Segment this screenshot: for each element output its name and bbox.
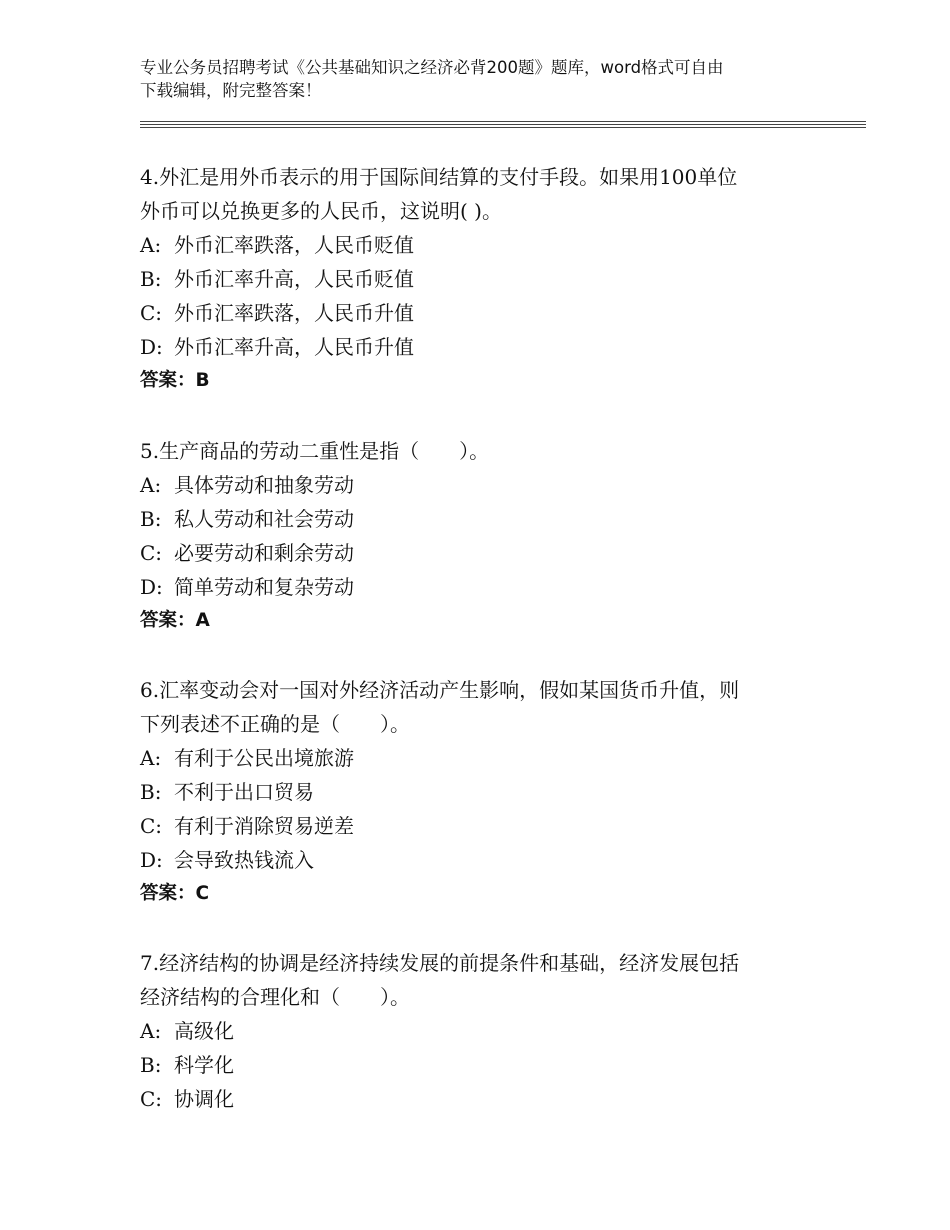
option-b — [140, 1048, 820, 1082]
option-d — [140, 843, 820, 877]
option-a — [140, 1014, 820, 1048]
option-d — [140, 570, 820, 604]
option-text: 会导致热钱流入 — [174, 848, 314, 872]
question-stem: 4.外汇是用外币表示的用于国际间结算的支付手段。如果用100单位 — [140, 165, 738, 189]
option-letter: B: — [140, 267, 162, 291]
document-header — [140, 56, 820, 102]
option-text: 高级化 — [174, 1019, 234, 1043]
option-letter: D: — [140, 848, 163, 872]
option-a — [140, 468, 820, 502]
question-stem: 下列表述不正确的是（ ）。 — [140, 712, 410, 736]
option-d — [140, 330, 820, 364]
question-stem: 7.经济结构的协调是经济持续发展的前提条件和基础，经济发展包括 — [140, 951, 740, 975]
option-letter: C: — [140, 541, 163, 565]
option-letter: A: — [140, 746, 162, 770]
header-divider — [140, 124, 866, 125]
option-text: 科学化 — [174, 1053, 234, 1077]
option-letter: B: — [140, 507, 162, 531]
option-text: 必要劳动和剩余劳动 — [174, 541, 354, 565]
option-a — [140, 741, 820, 775]
question-stem: 5.生产商品的劳动二重性是指（ ）。 — [140, 439, 490, 463]
option-c — [140, 809, 820, 843]
option-b — [140, 775, 820, 809]
option-c — [140, 296, 820, 330]
option-text: 有利于消除贸易逆差 — [174, 814, 354, 838]
option-a — [140, 228, 820, 262]
header-divider — [140, 127, 866, 128]
option-letter: B: — [140, 780, 162, 804]
header-line-2: 下载编辑，附完整答案！ — [140, 81, 322, 100]
option-letter: A: — [140, 473, 162, 497]
option-text: 协调化 — [174, 1087, 234, 1111]
option-letter: C: — [140, 1087, 163, 1111]
option-letter: D: — [140, 575, 163, 599]
answer-label: 答案：C — [140, 883, 210, 904]
question-7 — [140, 946, 820, 1116]
question-stem: 外币可以兑换更多的人民币，这说明( )。 — [140, 199, 502, 223]
option-text: 私人劳动和社会劳动 — [174, 507, 354, 531]
option-text: 不利于出口贸易 — [174, 780, 314, 804]
question-stem: 6.汇率变动会对一国对外经济活动产生影响，假如某国货币升值，则 — [140, 678, 740, 702]
option-text: 外币汇率跌落，人民币贬值 — [174, 233, 414, 257]
option-letter: C: — [140, 814, 163, 838]
question-6 — [140, 673, 820, 911]
option-letter: C: — [140, 301, 163, 325]
option-c — [140, 536, 820, 570]
answer-label: 答案：A — [140, 610, 210, 631]
header-divider — [140, 121, 866, 122]
option-letter: A: — [140, 233, 162, 257]
option-letter: A: — [140, 1019, 162, 1043]
option-b — [140, 502, 820, 536]
option-text: 外币汇率升高，人民币贬值 — [174, 267, 414, 291]
option-letter: B: — [140, 1053, 162, 1077]
option-b — [140, 262, 820, 296]
option-c — [140, 1082, 820, 1116]
option-text: 具体劳动和抽象劳动 — [174, 473, 354, 497]
answer-label: 答案：B — [140, 370, 210, 391]
option-text: 外币汇率升高，人民币升值 — [174, 335, 414, 359]
question-4 — [140, 160, 820, 398]
question-5 — [140, 434, 820, 638]
question-stem: 经济结构的合理化和（ ）。 — [140, 985, 410, 1009]
header-line-1: 专业公务员招聘考试《公共基础知识之经济必背200题》题库，word格式可自由 — [140, 58, 724, 77]
option-text: 外币汇率跌落，人民币升值 — [174, 301, 414, 325]
option-text: 有利于公民出境旅游 — [174, 746, 354, 770]
option-text: 简单劳动和复杂劳动 — [174, 575, 354, 599]
option-letter: D: — [140, 335, 163, 359]
